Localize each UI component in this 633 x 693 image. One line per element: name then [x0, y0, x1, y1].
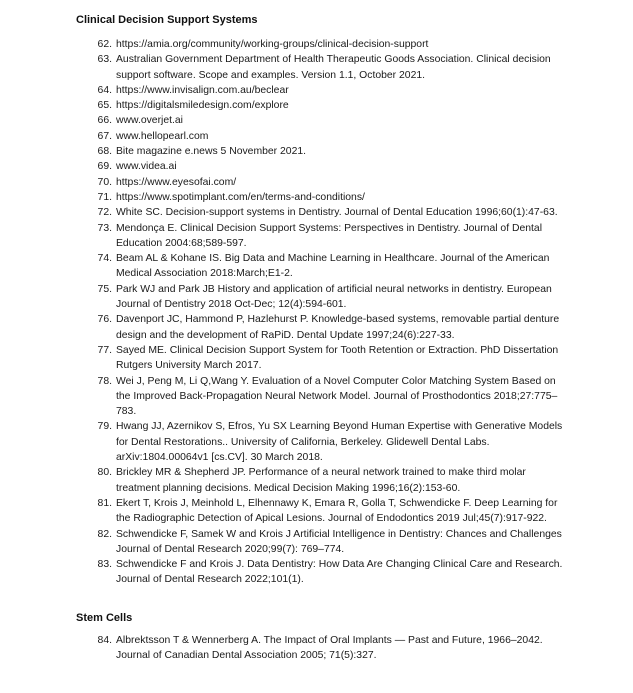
reference-number: 64.: [97, 84, 112, 96]
reference-number: 84.: [97, 635, 112, 646]
reference-number: 67.: [97, 130, 112, 142]
reference-text: www.overjet.ai: [116, 115, 183, 127]
reference-number: 63.: [97, 54, 112, 66]
reference-item: [0, 557, 633, 588]
reference-number: 79.: [97, 421, 112, 433]
reference-number: 75.: [97, 283, 112, 295]
reference-number: 68.: [97, 146, 112, 158]
reference-text: www.hellopearl.com: [116, 130, 209, 142]
reference-number: 72.: [97, 207, 112, 219]
reference-number: 73.: [97, 222, 112, 234]
reference-item: [0, 98, 633, 113]
reference-item: [0, 175, 633, 190]
reference-number: 71.: [97, 191, 112, 203]
reference-item: [0, 37, 633, 52]
reference-text: https://www.spotimplant.com/en/terms-and-conditions/: [116, 191, 365, 203]
reference-item: [0, 527, 633, 558]
reference-item: [0, 159, 633, 174]
reference-number: 76.: [97, 314, 112, 326]
reference-item: [0, 312, 633, 343]
reference-text: Beam AL & Kohane IS. Big Data and Machine Learning in Healthcare. Journal of the American Medical Association 2018:March;E1-2.: [116, 253, 550, 280]
reference-item: [0, 282, 633, 313]
reference-text: https://digitalsmiledesign.com/explore: [116, 100, 289, 112]
reference-text: Davenport JC, Hammond P, Hazlehurst P. Knowledge-based systems, removable partial denture design and the development of RaPiD. Dental Update 1997;24(6):227-33.: [116, 314, 560, 341]
reference-text: Brickley MR & Shepherd JP. Performance of a neural network trained to make third molar treatment planning decisions. Medical Decision Making 1996;16(2):153-60.: [116, 467, 526, 494]
reference-text: Schwendicke F, Samek W and Krois J Artificial Intelligence in Dentistry: Chances and Challenges Journal of Dental Research 2020;99(7): 769–774.: [116, 528, 562, 555]
reference-item: [0, 374, 633, 420]
reference-item: [0, 221, 633, 252]
reference-item: [0, 465, 633, 496]
reference-text: Wei J, Peng M, Li Q,Wang Y. Evaluation of a Novel Computer Color Matching System Based on the Improved Back-Propagation Neural Network Model. Journal of Prosthodontics 2018;27:775–783.: [116, 375, 558, 418]
reference-text: Mendonça E. Clinical Decision Support Systems: Perspectives in Dentistry. Journal of Dental Education 2004:68;589-597.: [116, 222, 543, 249]
reference-item: [0, 251, 633, 282]
reference-item: [0, 496, 633, 527]
reference-item: [0, 633, 633, 664]
reference-number: 82.: [97, 528, 112, 540]
reference-item: [0, 129, 633, 144]
reference-text: Albrektsson T & Wennerberg A. The Impact of Oral Implants — Past and Future, 1966–2042. Journal of Canadian Dental Association 2005; 71(5):327.: [116, 635, 543, 662]
reference-text: https://www.invisalign.com.au/beclear: [116, 84, 289, 96]
reference-text: Ekert T, Krois J, Meinhold L, Elhennawy K, Emara R, Golla T, Schwendicke F. Deep Learning for the Radiographic Detection of Apical Lesions. Journal of Endodontics 2019 Jul;45(7):917-922.: [116, 497, 558, 525]
reference-text: Schwendicke F and Krois J. Data Dentistry: How Data Are Changing Clinical Care and Research. Journal of Dental Research 2022;101(1).: [116, 559, 563, 586]
reference-item: [0, 205, 633, 220]
reference-text: Sayed ME. Clinical Decision Support System for Tooth Retention or Extraction. PhD Dissertation Rutgers University March 2017.: [116, 344, 559, 372]
reference-item: [0, 52, 633, 83]
reference-number: 70.: [97, 176, 112, 188]
reference-item: [0, 419, 633, 465]
reference-item: [0, 190, 633, 205]
section-heading-stem-cells: Stem Cells: [76, 612, 133, 624]
reference-number: 81.: [97, 497, 112, 509]
reference-text: White SC. Decision-support systems in Dentistry. Journal of Dental Education 1996;60(1):47-63.: [116, 207, 558, 219]
reference-number: 78.: [97, 375, 112, 387]
reference-number: 69.: [97, 161, 112, 173]
reference-text: https://amia.org/community/working-groups/clinical-decision-support: [116, 39, 429, 50]
reference-item: [0, 144, 633, 159]
reference-number: 83.: [97, 559, 112, 571]
reference-text: Hwang JJ, Azernikov S, Efros, Yu SX Learning Beyond Human Expertise with Generative Models for Dental Restorations.. University of California, Berkeley. Glidewell Dental Labs. arXiv:1804.00064v1 [cs.CV]. 30 March 2018.: [116, 421, 563, 464]
reference-text: Australian Government Department of Health Therapeutic Goods Association. Clinical decision support software. Scope and examples. Version 1.1, October 2021.: [116, 54, 551, 81]
reference-number: 74.: [97, 253, 112, 265]
section-heading-clinical-decision-support: Clinical Decision Support Systems: [76, 14, 258, 26]
reference-item: [0, 83, 633, 98]
reference-text: Park WJ and Park JB History and application of artificial neural networks in dentistry. European Journal of Dentistry 2018 Oct-Dec; 12(4):594-601.: [116, 283, 552, 311]
reference-text: Bite magazine e.news 5 November 2021.: [116, 146, 307, 158]
reference-number: 66.: [97, 115, 112, 127]
reference-item: [0, 113, 633, 128]
reference-item: [0, 343, 633, 374]
reference-list-clinical-decision-support: [0, 37, 633, 588]
reference-number: 80.: [97, 467, 112, 479]
reference-text: www.videa.ai: [116, 161, 177, 173]
reference-list-stem-cells: [0, 633, 633, 664]
reference-number: 77.: [97, 344, 112, 356]
reference-text: https://www.eyesofai.com/: [116, 176, 237, 188]
reference-number: 65.: [97, 100, 112, 112]
reference-number: 62.: [97, 39, 112, 50]
